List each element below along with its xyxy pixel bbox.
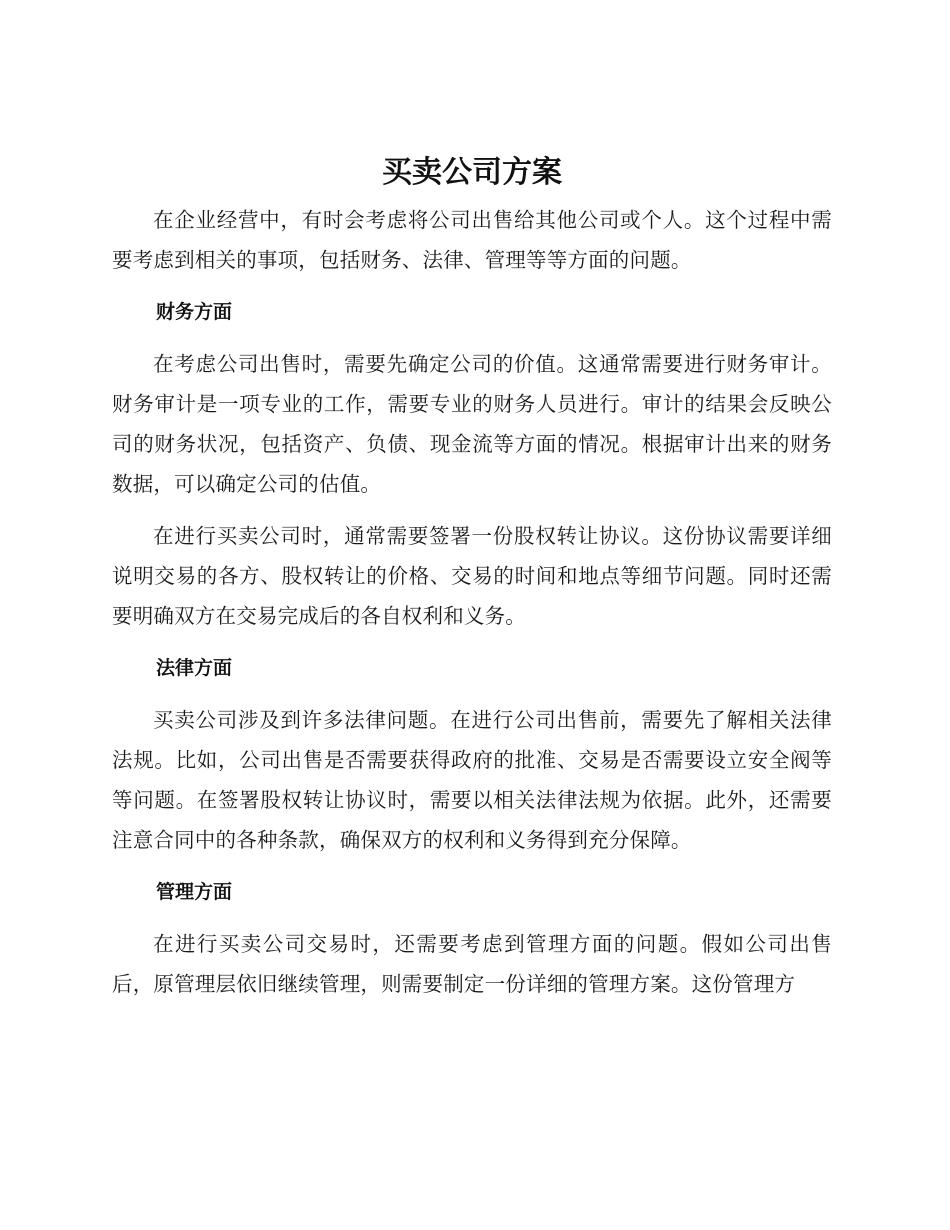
section-finance — [112, 292, 832, 636]
legal-paragraph-1: 买卖公司涉及到许多法律问题。在进行公司出售前，需要先了解相关法律法规。比如，公司出售是否需要获得政府的批准、交易是否需要设立安全阀等等问题。在签署股权转让协议时，需要以相关法律法规为依据。此外，还需要注意合同中的各种条款，确保双方的权利和义务得到充分保障。 — [112, 708, 832, 852]
section-legal — [112, 648, 832, 860]
finance-paragraph-1: 在考虑公司出售时，需要先确定公司的价值。这通常需要进行财务审计。财务审计是一项专业的工作，需要专业的财务人员进行。审计的结果会反映公司的财务状况，包括资产、负债、现金流等方面的情况。根据审计出来的财务数据，可以确定公司的估值。 — [112, 352, 832, 496]
intro-paragraph: 在企业经营中，有时会考虑将公司出售给其他公司或个人。这个过程中需要考虑到相关的事项，包括财务、法律、管理等等方面的问题。 — [112, 208, 832, 272]
section-management — [112, 872, 832, 1004]
document-title: 买卖公司方案 — [382, 155, 562, 190]
section-heading-management: 管理方面 — [156, 881, 233, 903]
section-heading-legal: 法律方面 — [156, 657, 233, 679]
document-body — [112, 150, 832, 1016]
management-paragraph-1: 在进行买卖公司交易时，还需要考虑到管理方面的问题。假如公司出售后，原管理层依旧继续管理，则需要制定一份详细的管理方案。这份管理方 — [112, 932, 832, 996]
section-heading-finance: 财务方面 — [156, 301, 233, 323]
finance-paragraph-2: 在进行买卖公司时，通常需要签署一份股权转让协议。这份协议需要详细说明交易的各方、股权转让的价格、交易的时间和地点等细节问题。同时还需要明确双方在交易完成后的各自权利和义务。 — [112, 524, 832, 628]
